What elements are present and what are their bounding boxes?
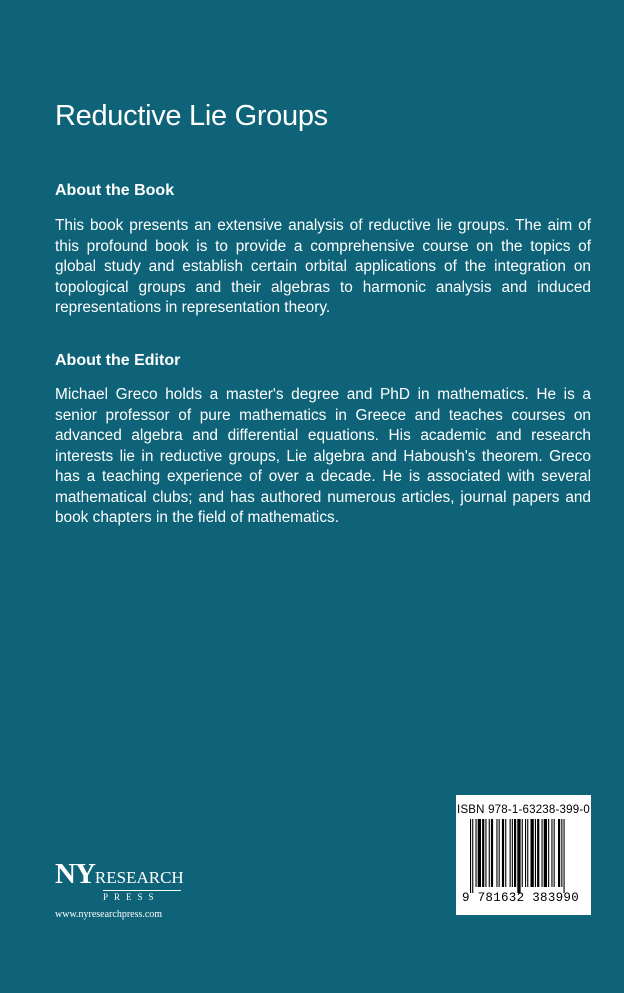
barcode-bar — [472, 819, 473, 893]
barcode-bar — [548, 819, 549, 887]
barcode-bar — [491, 819, 493, 887]
isbn-label: ISBN 978-1-63238-399-0 — [457, 804, 590, 816]
barcode-bar — [525, 819, 526, 887]
publisher-logo — [55, 860, 185, 920]
barcode-bar — [499, 819, 500, 887]
barcode-bar — [558, 819, 560, 887]
barcode-bar — [561, 819, 562, 887]
logo-research-text: RESEARCH — [94, 868, 184, 887]
barcode-bar — [489, 819, 490, 887]
about-book-text: This book presents an extensive analysis of reductive lie groups. The aim of this profound book is to provide a comprehensive course on the topics of global study and establish certain orbital applications of the integration on topological groups and their algebras to harmonic analysis and induced representations in representation theory. — [55, 217, 591, 316]
isbn-barcode-box — [456, 795, 591, 915]
barcode-bar — [502, 819, 504, 887]
barcode-bar — [537, 819, 539, 887]
barcode-bar — [517, 819, 520, 893]
barcode-bar — [485, 819, 486, 887]
logo-press-text: PRESS — [103, 890, 181, 902]
barcode-bar — [522, 819, 523, 887]
publisher-logo-wordmark — [55, 860, 185, 889]
barcode-bar — [527, 819, 528, 887]
barcode-bar — [514, 819, 516, 887]
book-title: Reductive Lie Groups — [55, 100, 328, 132]
logo-ny-text: NY — [55, 858, 95, 890]
barcode-digits: 9 781632 383990 — [462, 891, 580, 905]
barcode-bar — [564, 819, 565, 893]
barcode-bar — [505, 819, 506, 887]
barcode-bar — [478, 819, 481, 887]
about-book-heading: About the Book — [55, 182, 175, 199]
barcode-bar — [554, 819, 555, 887]
barcode-bar — [496, 819, 497, 887]
barcode-bar — [512, 819, 513, 887]
barcode-bar — [535, 819, 536, 887]
barcode-bar — [544, 819, 547, 887]
barcode-bar — [470, 819, 471, 893]
publisher-url: www.nyresearchpress.com — [55, 909, 163, 920]
barcode-bar — [551, 819, 552, 887]
barcode-bar — [476, 819, 477, 887]
about-editor-text: Michael Greco holds a master's degree and PhD in mathematics. He is a senior professor of pure mathematics in Greece and teaches courses on advanced algebra and differential equations. His academic and research interests lie in reductive groups, Lie algebra and Haboush's theorem. Greco has a teaching experience of over a decade. He is associated with several mathematical clubs; and has authored numerous articles, journal papers and book chapters in the field of mathematics. — [55, 386, 591, 526]
barcode-bar — [510, 819, 511, 887]
barcode-bar — [482, 819, 484, 887]
about-editor-heading: About the Editor — [55, 352, 181, 369]
barcode-bar — [542, 819, 543, 887]
barcode-bar — [531, 819, 534, 887]
barcode-graphic — [470, 819, 578, 893]
